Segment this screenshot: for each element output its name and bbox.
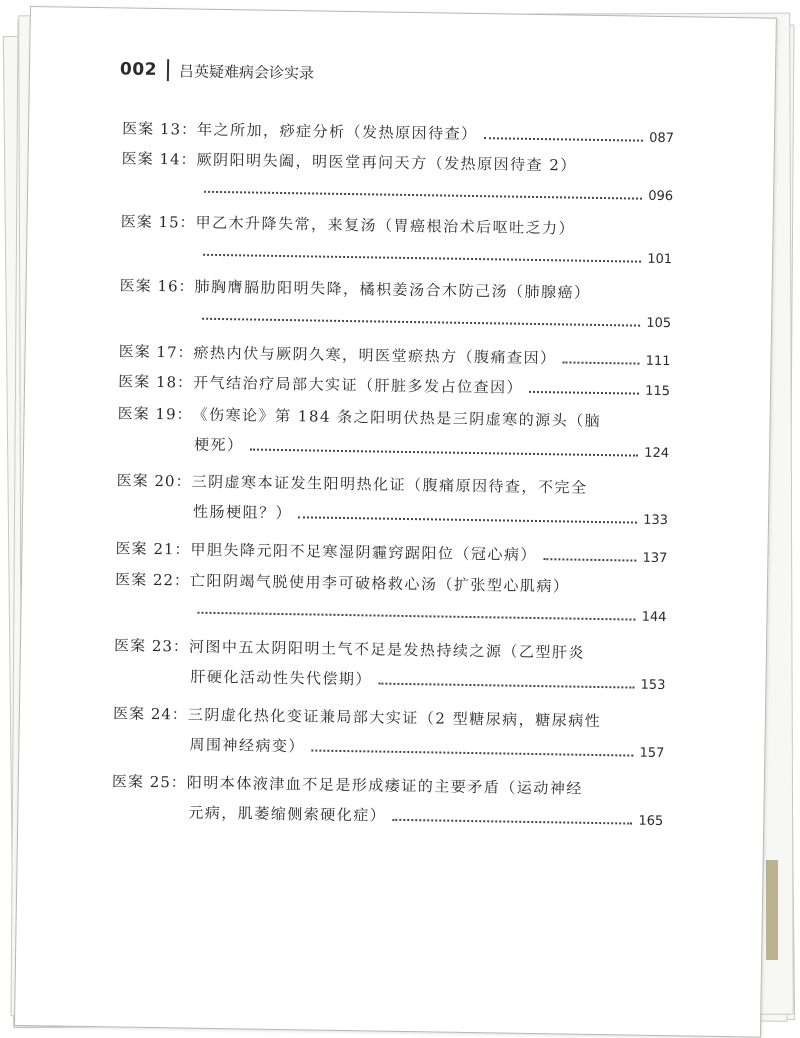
entry-title: 肺胸膺膈肋阳明失降，橘枳姜汤合木防己汤（肺腺癌） <box>194 277 591 302</box>
dot-leader <box>392 819 632 825</box>
dot-leader <box>483 137 643 142</box>
entry-title: 厥阴阳明失阖，明医堂再问天方（发热原因待查 2） <box>196 150 578 175</box>
entry-title-cont: 性肠梗阻？） <box>192 502 293 523</box>
entry-page: 165 <box>638 813 664 830</box>
entry-title-cont: 肝硬化活动性失代偿期） <box>190 667 373 689</box>
case-label: 医案 16： <box>119 276 195 296</box>
dot-leader <box>203 254 641 263</box>
dot-leader <box>298 516 637 523</box>
entry-title: 《伤寒论》第 184 条之阳明伏热是三阴虚寒的源头（脑 <box>192 405 602 431</box>
dot-leader <box>543 558 637 561</box>
dot-leader <box>378 683 635 689</box>
entry-title-cont: 周围神经病变） <box>189 735 306 756</box>
page-number: 002 <box>119 59 158 81</box>
entry-title: 亡阳阴竭气脱使用李可破格救心汤（扩张型心肌病） <box>189 571 570 596</box>
dot-leader <box>202 318 640 327</box>
dot-leader <box>529 391 639 395</box>
entry-page: 111 <box>645 353 671 370</box>
entry-title: 河图中五太阴阳明土气不足是发热持续之源（乙型肝炎 <box>188 637 586 662</box>
toc-entry-24[interactable] <box>109 698 665 769</box>
toc-entry-23[interactable] <box>110 630 666 701</box>
entry-title: 三阴虚化热化变证兼局部大实证（2 型糖尿病，糖尿病性 <box>187 705 602 731</box>
case-label: 医案 15： <box>120 212 196 232</box>
entry-title: 甲乙木升降失常，来复汤（胃癌根治术后呕吐乏力） <box>195 213 576 238</box>
entry-page: 115 <box>645 383 671 400</box>
entry-page: 124 <box>644 445 670 462</box>
case-label: 医案 17： <box>118 342 194 362</box>
case-label: 医案 23： <box>113 636 190 656</box>
case-label: 医案 18： <box>118 372 194 392</box>
toc-page <box>14 6 777 1038</box>
entry-page: 101 <box>647 251 673 268</box>
dot-leader <box>204 191 642 200</box>
entry-page: 137 <box>642 550 668 567</box>
case-label: 医案 14： <box>121 149 197 169</box>
entry-title: 瘀热内伏与厥阴久寒，明医堂瘀热方（腹痛查因） <box>193 343 557 368</box>
toc-entry-14[interactable] <box>118 143 674 212</box>
toc-entry-25[interactable] <box>108 766 664 837</box>
entry-title: 三阴虚寒本证发生阳明热化证（腹痛原因待查，不完全 <box>191 472 588 497</box>
dot-leader <box>250 449 639 457</box>
case-label: 医案 19： <box>117 404 193 424</box>
entry-title: 甲胆失降元阳不足寒湿阴霾窍踞阳位（冠心病） <box>190 540 538 565</box>
case-label: 医案 24： <box>112 704 189 724</box>
case-label: 医案 25： <box>111 772 187 792</box>
entry-title: 阳明本体液津血不足是形成痿证的主要矛盾（运动神经 <box>186 773 583 798</box>
entry-title-cont: 元病，肌萎缩侧索硬化症） <box>188 803 387 825</box>
entry-page: 153 <box>640 677 666 694</box>
toc-entry-19[interactable] <box>114 398 670 469</box>
case-label: 医案 13： <box>122 119 198 139</box>
entry-page: 157 <box>639 745 665 762</box>
toc-entry-15[interactable] <box>117 206 673 275</box>
case-label: 医案 21： <box>115 539 191 559</box>
entry-title: 开气结治疗局部大实证（肝脏多发占位查因） <box>192 373 524 397</box>
entry-page: 096 <box>648 188 674 205</box>
toc-entry-20[interactable] <box>113 465 669 536</box>
entry-title: 年之所加，痧症分析（发热原因待查） <box>196 120 478 144</box>
dot-leader <box>311 750 634 757</box>
toc-entry-22[interactable] <box>111 564 667 633</box>
dot-leader <box>562 361 639 364</box>
entry-title-cont: 梗死） <box>193 435 244 455</box>
toc-entry-16[interactable] <box>116 270 672 339</box>
entry-page: 105 <box>646 315 672 332</box>
entry-page: 087 <box>649 130 675 147</box>
book-edge <box>766 860 778 960</box>
entry-page: 144 <box>641 609 667 626</box>
case-label: 医案 20： <box>116 471 192 491</box>
entry-page: 133 <box>643 512 669 529</box>
dot-leader <box>197 612 635 621</box>
running-title: 吕英疑难病会诊实录 <box>178 61 315 82</box>
case-label: 医案 22： <box>115 570 191 590</box>
table-of-contents <box>15 7 776 1037</box>
